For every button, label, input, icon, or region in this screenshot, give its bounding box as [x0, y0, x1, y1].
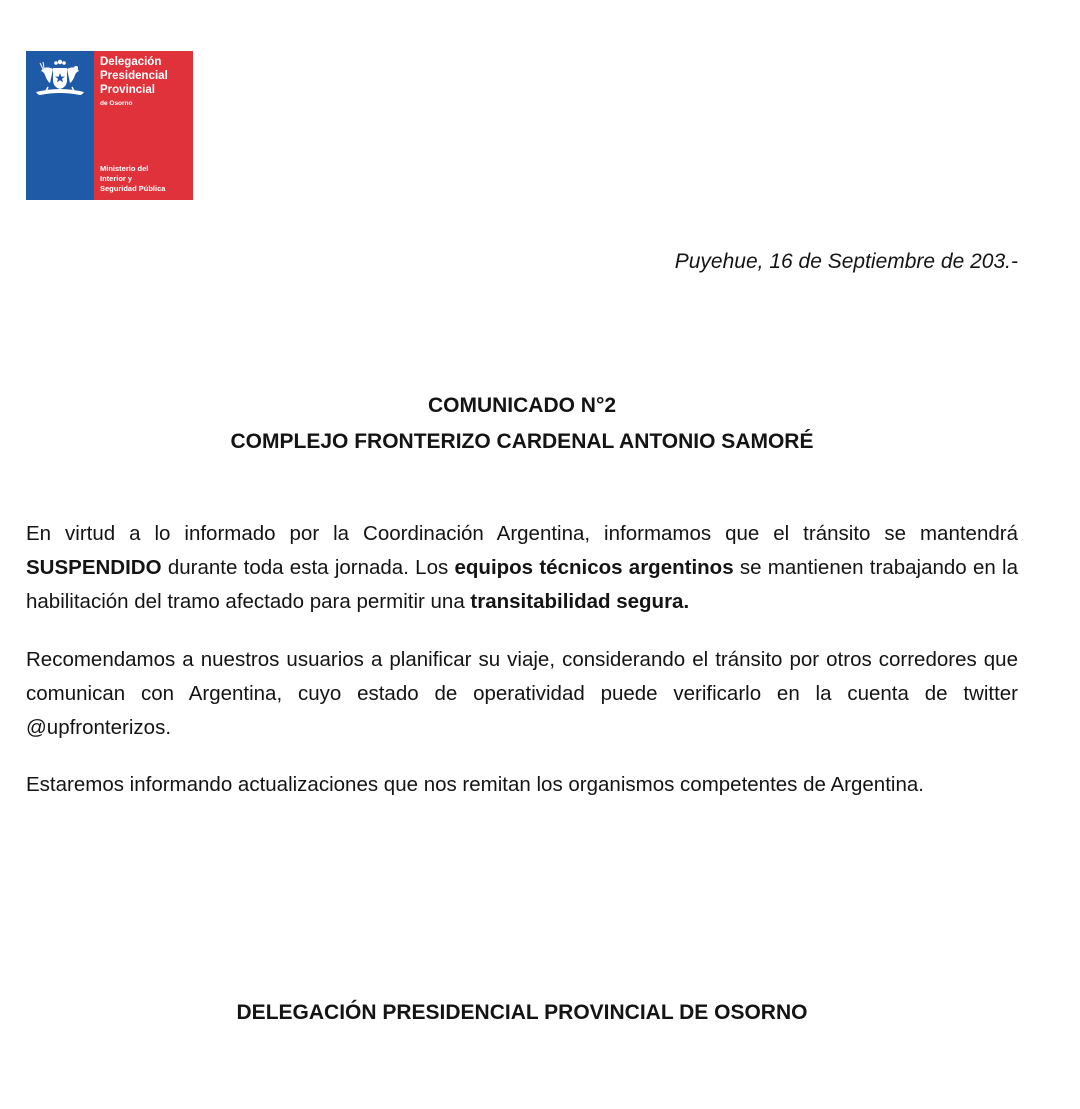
institution-logo: [26, 51, 193, 200]
paragraph-suspension-notice: [26, 517, 1018, 619]
logo-ministry-line-3: Seguridad Pública: [100, 184, 166, 193]
logo-red-panel: [94, 51, 193, 200]
paragraph-1-text-a: En virtud a lo informado por la Coordinación Argentina, informamos que el tránsito se mantendrá: [26, 522, 1018, 545]
chile-coat-of-arms-icon: [32, 57, 88, 101]
safe-transit-emphasis: transitabilidad segura.: [470, 590, 690, 613]
logo-blue-panel: [26, 51, 94, 200]
document-date: Puyehue, 16 de Septiembre de 203.-: [674, 250, 1018, 273]
logo-title-line-1: Delegación: [100, 56, 162, 68]
technical-teams-emphasis: equipos técnicos argentinos: [454, 556, 734, 579]
logo-title-line-2: Presidencial: [100, 70, 168, 82]
paragraph-1-text-c: se mantienen trabajando en la habilitación del tramo afectado para permitir una: [26, 556, 1018, 613]
suspended-emphasis: SUSPENDIDO: [26, 556, 162, 579]
logo-ministry-line-2: Interior y: [100, 174, 133, 183]
signature-block: DELEGACIÓN PRESIDENCIAL PROVINCIAL DE OSORNO: [236, 1001, 808, 1024]
paragraph-updates-notice: Estaremos informando actualizaciones que nos remitan los organismos competentes de Argentina.: [26, 773, 924, 796]
border-complex-heading: COMPLEJO FRONTERIZO CARDENAL ANTONIO SAMORÉ: [230, 430, 814, 453]
logo-subtitle: de Osorno: [100, 100, 133, 107]
logo-title-line-3: Provincial: [100, 84, 155, 96]
paragraph-travel-recommendation: Recomendamos a nuestros usuarios a planificar su viaje, considerando el tránsito por otros corredores que comunican con Argentina, cuyo estado de operatividad puede verificarlo en la cuenta de twitter @upfronterizos.: [26, 648, 1018, 739]
paragraph-1-text-b: durante toda esta jornada. Los: [161, 556, 455, 579]
communique-number-heading: COMUNICADO N°2: [427, 394, 617, 417]
logo-ministry-line-1: Ministerio del: [100, 164, 149, 173]
